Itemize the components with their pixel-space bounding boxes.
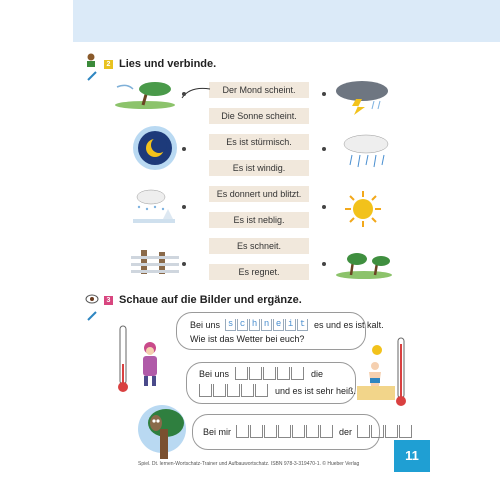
child-in-snow-picture (135, 340, 165, 388)
exercise-2-heading (104, 58, 216, 70)
answer-boxes-4[interactable] (357, 425, 413, 438)
bubble-2-line2: und es ist sehr heiß. (275, 385, 357, 396)
fog-picture (131, 246, 179, 278)
stormy-trees-picture (335, 249, 393, 279)
page-number: 11 (394, 440, 430, 472)
speech-bubble-2 (186, 362, 356, 404)
speech-bubble-3 (192, 414, 380, 450)
eye-icon (85, 294, 99, 304)
answer-boxes-1[interactable] (235, 367, 305, 380)
pencil-icon (86, 310, 98, 322)
bubble-1-suffix: es und es ist kalt. (314, 319, 384, 330)
sentence-box[interactable]: Es ist windig. (209, 160, 309, 176)
bubble-3-middle: der (339, 426, 353, 437)
sun-picture (343, 189, 383, 229)
letter-box: c (237, 319, 248, 331)
owl-in-tree-picture (136, 403, 188, 461)
exercise-3-title: Schaue auf die Bilder und ergänze. (119, 294, 302, 306)
moon-picture (131, 124, 179, 172)
example-letters (225, 318, 309, 331)
thermometer-cold (117, 324, 129, 394)
bubble-2-after: die (311, 368, 324, 379)
letter-box: i (285, 319, 296, 331)
pencil-icon (86, 70, 98, 82)
rain-picture (340, 133, 392, 171)
speech-bubble-1 (176, 312, 384, 350)
bubble-1-question: Wie ist das Wetter bei euch? (190, 334, 305, 344)
letter-box: t (297, 319, 308, 331)
bubble-3-prefix: Bei mir (203, 426, 232, 437)
thermometer-hot (395, 336, 407, 408)
letter-box: h (249, 319, 260, 331)
exercise-3-number: 3 (104, 296, 113, 305)
sentence-box[interactable]: Die Sonne scheint. (209, 108, 309, 124)
windy-picture (113, 79, 177, 109)
letter-box: e (273, 319, 284, 331)
answer-boxes-3[interactable] (236, 425, 334, 438)
letter-box: s (225, 319, 236, 331)
thunderstorm-picture (332, 79, 392, 115)
letter-box: n (261, 319, 272, 331)
sentence-box[interactable]: Es ist neblig. (209, 212, 309, 228)
reading-child-icon (84, 52, 98, 68)
sentence-box[interactable]: Es donnert und blitzt. (209, 186, 309, 202)
sentence-box[interactable]: Der Mond scheint. (209, 82, 309, 98)
answer-boxes-2[interactable] (199, 384, 269, 397)
child-at-beach-picture (357, 344, 395, 400)
header-band (73, 0, 500, 42)
snow-picture (131, 187, 177, 225)
sentence-box[interactable]: Es schneit. (209, 238, 309, 254)
bubble-2-prefix: Bei uns (199, 368, 230, 379)
exercise-2-title: Lies und verbinde. (119, 58, 217, 70)
bubble-1-prefix: Bei uns (190, 319, 221, 330)
exercise-2-number: 2 (104, 60, 113, 69)
exercise-3-heading (104, 294, 302, 306)
sentence-box[interactable]: Es regnet. (209, 264, 309, 280)
footer-text: Spiel. Dt. lernen-Wortschatz-Trainer und Aufbauwortschatz. ISBN 978-3-319470-1. © Hueber Verlag (138, 461, 360, 467)
sentence-box[interactable]: Es ist stürmisch. (209, 134, 309, 150)
